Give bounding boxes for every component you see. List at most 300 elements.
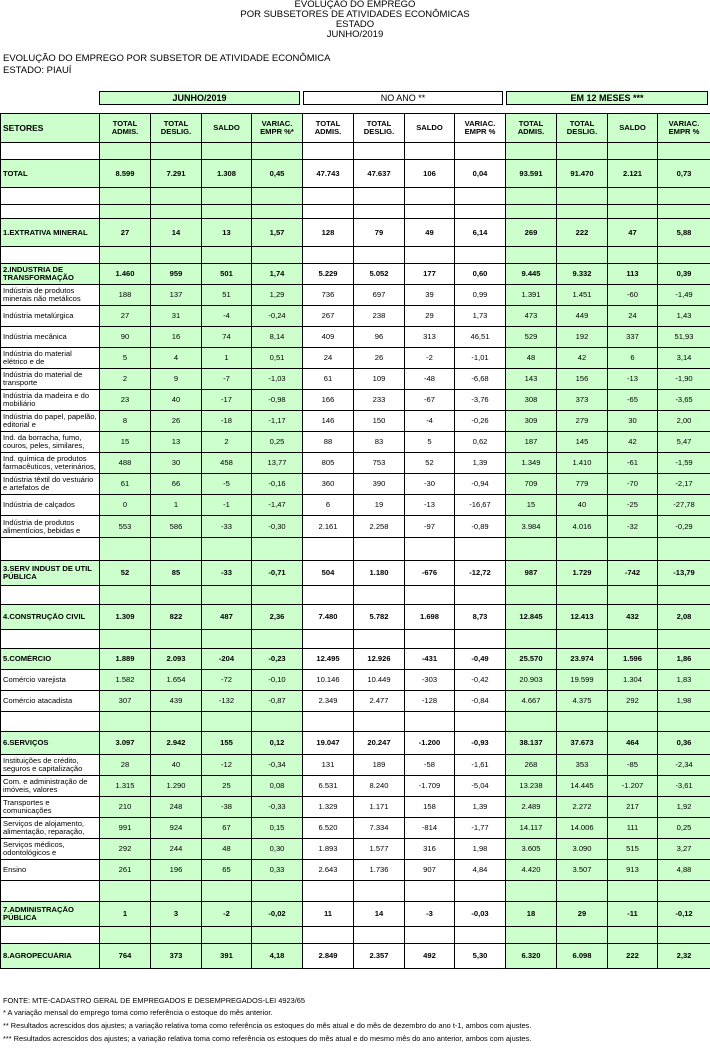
- value-cell: 9: [151, 369, 202, 390]
- value-cell: 0,04: [455, 160, 506, 188]
- value-cell: 1.349: [506, 453, 557, 474]
- value-cell: 501: [202, 264, 252, 285]
- report-title-line: ESTADO: [335, 19, 375, 30]
- subsector-row: [1, 691, 710, 712]
- value-cell: -1: [202, 495, 252, 516]
- subsector-row: [1, 348, 710, 369]
- sector-label: [1, 691, 100, 712]
- sector-label: [1, 755, 100, 776]
- value-cell: -25: [608, 495, 658, 516]
- value-cell: [455, 712, 506, 732]
- value-cell: -3: [405, 902, 455, 927]
- value-cell: -70: [608, 474, 658, 495]
- value-cell: -1,17: [252, 411, 303, 432]
- value-cell: -13: [608, 369, 658, 390]
- value-cell: [151, 205, 202, 219]
- value-cell: 4,18: [252, 944, 303, 969]
- value-cell: 51,93: [658, 327, 710, 348]
- sector-row: [1, 649, 710, 670]
- value-cell: -1,01: [455, 348, 506, 369]
- value-cell: -33: [202, 516, 252, 538]
- value-cell: 6,14: [455, 219, 506, 247]
- value-cell: 337: [608, 327, 658, 348]
- value-cell: [557, 927, 608, 944]
- value-cell: 90: [100, 327, 151, 348]
- sector-label: [1, 390, 100, 411]
- header-group2-col: TOTAL ADMIS.: [303, 114, 354, 143]
- value-cell: 2.849: [303, 944, 354, 969]
- subsector-row: [1, 390, 710, 411]
- value-cell: -1,59: [658, 453, 710, 474]
- value-cell: [151, 188, 202, 205]
- sector-label: [1, 712, 100, 732]
- value-cell: [405, 188, 455, 205]
- value-cell: 373: [151, 944, 202, 969]
- value-cell: 14.006: [557, 818, 608, 839]
- value-cell: -33: [202, 561, 252, 586]
- value-cell: [252, 205, 303, 219]
- report-title-line: JUNHO/2019: [326, 29, 384, 40]
- value-cell: 13,77: [252, 453, 303, 474]
- value-cell: -32: [608, 516, 658, 538]
- value-cell: -0,30: [252, 516, 303, 538]
- value-cell: -0,23: [252, 649, 303, 670]
- header-group2-col: SALDO: [405, 114, 455, 143]
- sector-label-text: Indústria têxtil do vestuário e artefatos de: [3, 476, 94, 492]
- value-cell: -16,67: [455, 495, 506, 516]
- value-cell: [303, 538, 354, 561]
- subsector-row: [1, 453, 710, 474]
- value-cell: 177: [405, 264, 455, 285]
- value-cell: [608, 927, 658, 944]
- value-cell: 5.782: [354, 605, 405, 630]
- subsector-row: [1, 432, 710, 453]
- sector-label: [1, 474, 100, 495]
- value-cell: 30: [151, 453, 202, 474]
- sector-row: [1, 605, 710, 630]
- value-cell: -72: [202, 670, 252, 691]
- value-cell: -0,12: [658, 902, 710, 927]
- footnote-source: FONTE: MTE-CADASTRO GERAL DE EMPREGADOS E DESEMPREGADOS-LEI 4923/65: [3, 996, 305, 1005]
- value-cell: 449: [557, 306, 608, 327]
- value-cell: 822: [151, 605, 202, 630]
- value-cell: 2.357: [354, 944, 405, 969]
- value-cell: -38: [202, 797, 252, 818]
- employment-table: [0, 113, 710, 969]
- value-cell: [100, 586, 151, 605]
- value-cell: 753: [354, 453, 405, 474]
- value-cell: [202, 538, 252, 561]
- subsector-row: [1, 306, 710, 327]
- value-cell: 5: [405, 432, 455, 453]
- value-cell: -65: [608, 390, 658, 411]
- value-cell: 1.596: [608, 649, 658, 670]
- sector-label-text: Indústria da madeira e do mobiliário: [3, 392, 90, 408]
- value-cell: [405, 205, 455, 219]
- header-group2-col: TOTAL DESLIG.: [354, 114, 405, 143]
- value-cell: -0,71: [252, 561, 303, 586]
- sector-row: [1, 944, 710, 969]
- value-cell: 74: [202, 327, 252, 348]
- value-cell: [151, 630, 202, 649]
- value-cell: [202, 188, 252, 205]
- value-cell: 1.391: [506, 285, 557, 306]
- spacer-row: [1, 712, 710, 732]
- value-cell: 586: [151, 516, 202, 538]
- sector-label: [1, 205, 100, 219]
- value-cell: [455, 630, 506, 649]
- value-cell: [608, 630, 658, 649]
- value-cell: [608, 247, 658, 264]
- value-cell: [303, 143, 354, 160]
- value-cell: -11: [608, 902, 658, 927]
- subsector-row: [1, 327, 710, 348]
- value-cell: 1,74: [252, 264, 303, 285]
- sector-row: [1, 160, 710, 188]
- value-cell: 261: [100, 860, 151, 881]
- sector-label: [1, 561, 100, 586]
- value-cell: 65: [202, 860, 252, 881]
- value-cell: 1.654: [151, 670, 202, 691]
- sector-label: [1, 732, 100, 755]
- value-cell: 292: [608, 691, 658, 712]
- header-sector: SETORES: [1, 114, 100, 143]
- value-cell: 158: [405, 797, 455, 818]
- sector-label: [1, 453, 100, 474]
- value-cell: 0,33: [252, 860, 303, 881]
- value-cell: [100, 927, 151, 944]
- value-cell: 409: [303, 327, 354, 348]
- value-cell: 1.304: [608, 670, 658, 691]
- value-cell: 128: [303, 219, 354, 247]
- value-cell: 25.570: [506, 649, 557, 670]
- period-header-12months: EM 12 MESES ***: [506, 91, 708, 105]
- value-cell: 4.375: [557, 691, 608, 712]
- subsector-row: [1, 797, 710, 818]
- value-cell: 492: [405, 944, 455, 969]
- value-cell: 1: [202, 348, 252, 369]
- report-title-line: EVOLUÇÃO DO EMPREGO: [294, 0, 416, 10]
- value-cell: 217: [608, 797, 658, 818]
- value-cell: 10.449: [354, 670, 405, 691]
- value-cell: -0,16: [252, 474, 303, 495]
- value-cell: -60: [608, 285, 658, 306]
- period-header-month: JUNHO/2019: [99, 91, 300, 105]
- sector-label-text: Indústria do papel, papelão, editorial e: [3, 413, 97, 429]
- spacer-row: [1, 881, 710, 902]
- value-cell: 19: [354, 495, 405, 516]
- value-cell: 25: [202, 776, 252, 797]
- value-cell: 0,51: [252, 348, 303, 369]
- value-cell: [608, 188, 658, 205]
- value-cell: 23.974: [557, 649, 608, 670]
- value-cell: 391: [202, 944, 252, 969]
- value-cell: [658, 205, 710, 219]
- sector-label-text: 2.INDÚSTRIA DE TRANSFORMAÇÃO: [3, 266, 74, 282]
- sector-label: [1, 649, 100, 670]
- value-cell: [405, 881, 455, 902]
- value-cell: [506, 205, 557, 219]
- value-cell: 5,30: [455, 944, 506, 969]
- value-cell: 210: [100, 797, 151, 818]
- sector-label-text: Transportes e comunicações: [3, 799, 52, 815]
- subsector-row: [1, 860, 710, 881]
- value-cell: -2,17: [658, 474, 710, 495]
- value-cell: -27,78: [658, 495, 710, 516]
- value-cell: [557, 143, 608, 160]
- value-cell: 529: [506, 327, 557, 348]
- value-cell: 47.743: [303, 160, 354, 188]
- value-cell: 12.495: [303, 649, 354, 670]
- value-cell: 1.729: [557, 561, 608, 586]
- value-cell: -0,02: [252, 902, 303, 927]
- value-cell: 0,62: [455, 432, 506, 453]
- value-cell: 248: [151, 797, 202, 818]
- sector-label: [1, 881, 100, 902]
- value-cell: 0,73: [658, 160, 710, 188]
- value-cell: 156: [557, 369, 608, 390]
- value-cell: [608, 881, 658, 902]
- value-cell: 14: [151, 219, 202, 247]
- sector-label: [1, 285, 100, 306]
- spacer-row: [1, 586, 710, 605]
- value-cell: 1.290: [151, 776, 202, 797]
- value-cell: [557, 630, 608, 649]
- value-cell: -3,76: [455, 390, 506, 411]
- value-cell: 2.161: [303, 516, 354, 538]
- value-cell: -1,77: [455, 818, 506, 839]
- sector-label: [1, 306, 100, 327]
- value-cell: [151, 586, 202, 605]
- value-cell: -303: [405, 670, 455, 691]
- value-cell: [658, 538, 710, 561]
- value-cell: 46,51: [455, 327, 506, 348]
- value-cell: 28: [100, 755, 151, 776]
- value-cell: 1: [151, 495, 202, 516]
- value-cell: 29: [405, 306, 455, 327]
- sector-row: [1, 264, 710, 285]
- value-cell: -58: [405, 755, 455, 776]
- value-cell: 24: [303, 348, 354, 369]
- value-cell: 222: [608, 944, 658, 969]
- subsector-row: [1, 495, 710, 516]
- subsector-row: [1, 776, 710, 797]
- footnote-3: *** Resultados acrescidos dos ajustes; a variação relativa toma como referência os estoques do mês atual e do mesmo mês do ano anterior, ambos com ajustes.: [3, 1034, 532, 1043]
- value-cell: 1,39: [455, 797, 506, 818]
- value-cell: -13: [405, 495, 455, 516]
- value-cell: 24: [608, 306, 658, 327]
- sector-label: [1, 369, 100, 390]
- value-cell: [405, 143, 455, 160]
- subsector-row: [1, 670, 710, 691]
- sector-label-text: Com. e administração de imóveis, valores: [3, 778, 88, 794]
- value-cell: [202, 712, 252, 732]
- value-cell: [354, 538, 405, 561]
- value-cell: 2.942: [151, 732, 202, 755]
- value-cell: 12.413: [557, 605, 608, 630]
- value-cell: [202, 143, 252, 160]
- sector-label-text: 8.AGROPECUÁRIA: [3, 952, 72, 960]
- value-cell: 6.520: [303, 818, 354, 839]
- value-cell: 7.291: [151, 160, 202, 188]
- value-cell: 1.315: [100, 776, 151, 797]
- value-cell: -13,79: [658, 561, 710, 586]
- value-cell: 79: [354, 219, 405, 247]
- value-cell: 143: [506, 369, 557, 390]
- value-cell: 192: [557, 327, 608, 348]
- value-cell: 93.591: [506, 160, 557, 188]
- value-cell: [455, 927, 506, 944]
- value-cell: 2.489: [506, 797, 557, 818]
- value-cell: [252, 188, 303, 205]
- value-cell: 15: [100, 432, 151, 453]
- spacer-row: [1, 927, 710, 944]
- value-cell: [202, 630, 252, 649]
- sector-label: [1, 264, 100, 285]
- period-header-year: NO ANO **: [303, 91, 503, 105]
- sector-label: [1, 188, 100, 205]
- value-cell: 4,88: [658, 860, 710, 881]
- report-titles: [0, 0, 710, 40]
- value-cell: 88: [303, 432, 354, 453]
- value-cell: 233: [354, 390, 405, 411]
- sector-label-text: 1.EXTRATIVA MINERAL: [3, 228, 88, 237]
- value-cell: 61: [303, 369, 354, 390]
- value-cell: [608, 205, 658, 219]
- sector-label: [1, 348, 100, 369]
- value-cell: 488: [100, 453, 151, 474]
- value-cell: [658, 927, 710, 944]
- value-cell: 504: [303, 561, 354, 586]
- value-cell: -132: [202, 691, 252, 712]
- value-cell: [303, 712, 354, 732]
- value-cell: 0,39: [658, 264, 710, 285]
- value-cell: [608, 586, 658, 605]
- value-cell: 553: [100, 516, 151, 538]
- value-cell: -61: [608, 453, 658, 474]
- value-cell: 5,88: [658, 219, 710, 247]
- value-cell: 238: [354, 306, 405, 327]
- sector-label: [1, 327, 100, 348]
- value-cell: 8,73: [455, 605, 506, 630]
- value-cell: -0,34: [252, 755, 303, 776]
- value-cell: [252, 247, 303, 264]
- sector-label: [1, 143, 100, 160]
- value-cell: 14.117: [506, 818, 557, 839]
- value-cell: -1,47: [252, 495, 303, 516]
- sector-label: [1, 818, 100, 839]
- value-cell: 269: [506, 219, 557, 247]
- header-group3-col: VARIAC. EMPR %: [658, 114, 710, 143]
- value-cell: -1.709: [405, 776, 455, 797]
- value-cell: 83: [354, 432, 405, 453]
- value-cell: 4: [151, 348, 202, 369]
- value-cell: 2,36: [252, 605, 303, 630]
- value-cell: 3.605: [506, 839, 557, 860]
- value-cell: 244: [151, 839, 202, 860]
- value-cell: [354, 205, 405, 219]
- value-cell: -0,33: [252, 797, 303, 818]
- value-cell: 458: [202, 453, 252, 474]
- value-cell: 0,12: [252, 732, 303, 755]
- sector-label: [1, 160, 100, 188]
- value-cell: 1,73: [455, 306, 506, 327]
- value-cell: 146: [303, 411, 354, 432]
- value-cell: 6.531: [303, 776, 354, 797]
- value-cell: [303, 205, 354, 219]
- value-cell: [100, 630, 151, 649]
- value-cell: [252, 881, 303, 902]
- value-cell: 189: [354, 755, 405, 776]
- value-cell: 907: [405, 860, 455, 881]
- value-cell: [405, 538, 455, 561]
- value-cell: -85: [608, 755, 658, 776]
- value-cell: 113: [608, 264, 658, 285]
- value-cell: [100, 538, 151, 561]
- value-cell: [354, 881, 405, 902]
- value-cell: 3,14: [658, 348, 710, 369]
- value-cell: 2.643: [303, 860, 354, 881]
- value-cell: 390: [354, 474, 405, 495]
- value-cell: 8,14: [252, 327, 303, 348]
- value-cell: 7.480: [303, 605, 354, 630]
- value-cell: -0,84: [455, 691, 506, 712]
- value-cell: 187: [506, 432, 557, 453]
- value-cell: 1.460: [100, 264, 151, 285]
- value-cell: [354, 712, 405, 732]
- value-cell: [151, 712, 202, 732]
- value-cell: -0,49: [455, 649, 506, 670]
- value-cell: 29: [557, 902, 608, 927]
- value-cell: 7.334: [354, 818, 405, 839]
- value-cell: 307: [100, 691, 151, 712]
- report-title-line: POR SUBSETORES DE ATIVIDADES ECONÔMICAS: [240, 9, 470, 20]
- value-cell: [303, 188, 354, 205]
- value-cell: 4.667: [506, 691, 557, 712]
- value-cell: 51: [202, 285, 252, 306]
- value-cell: 316: [405, 839, 455, 860]
- value-cell: -676: [405, 561, 455, 586]
- value-cell: [354, 927, 405, 944]
- value-cell: [252, 538, 303, 561]
- header-group3-col: TOTAL DESLIG.: [557, 114, 608, 143]
- value-cell: -0,29: [658, 516, 710, 538]
- value-cell: 52: [100, 561, 151, 586]
- sector-label: [1, 247, 100, 264]
- value-cell: -3,65: [658, 390, 710, 411]
- subsector-row: [1, 369, 710, 390]
- value-cell: 12.845: [506, 605, 557, 630]
- value-cell: 736: [303, 285, 354, 306]
- sector-label-text: Ensino: [3, 866, 27, 874]
- sector-label: [1, 902, 100, 927]
- value-cell: -742: [608, 561, 658, 586]
- value-cell: 2,08: [658, 605, 710, 630]
- value-cell: 5,47: [658, 432, 710, 453]
- value-cell: 805: [303, 453, 354, 474]
- value-cell: -2: [405, 348, 455, 369]
- sector-label-text: Ind. química de produtos farmacêuticos, veterinários,: [3, 455, 96, 471]
- sector-row: [1, 561, 710, 586]
- value-cell: 6: [303, 495, 354, 516]
- value-cell: 4,84: [455, 860, 506, 881]
- value-cell: -67: [405, 390, 455, 411]
- sector-label: [1, 605, 100, 630]
- value-cell: 1,57: [252, 219, 303, 247]
- value-cell: 1: [100, 902, 151, 927]
- header-group2-col: VARIAC. EMPR %: [455, 114, 506, 143]
- value-cell: [455, 247, 506, 264]
